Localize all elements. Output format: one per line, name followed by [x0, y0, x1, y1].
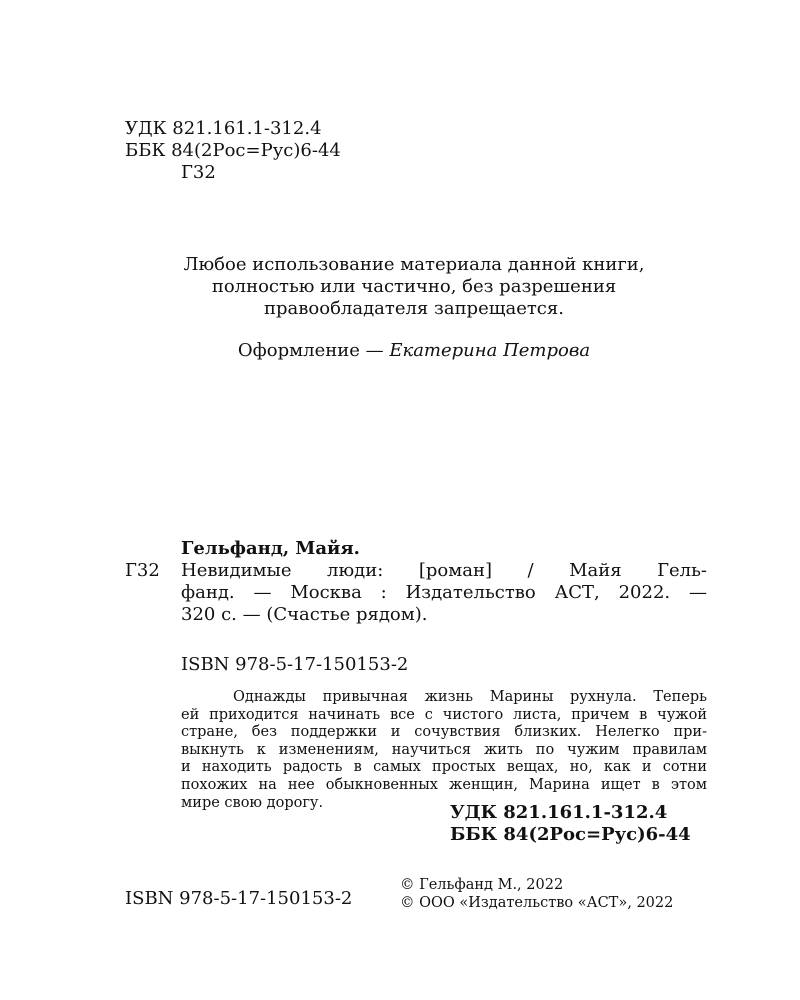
author-mark: Г32	[181, 162, 216, 183]
design-credit	[120, 340, 708, 362]
copyright-notice	[120, 254, 708, 320]
notice-line: Любое использование материала данной книги,	[183, 254, 645, 275]
annotation-line: Однажды привычная жизнь Марины рухнула. Теперь	[233, 689, 707, 705]
udk-code: УДК 821.161.1-312.4	[125, 118, 322, 139]
catalog-line: фанд. — Москва : Издательство АСТ, 2022. —	[181, 582, 707, 603]
annotation-line: стране, без поддержки и сочувствия близких. Нелегко при-	[181, 724, 707, 741]
design-credit-label: Оформление —	[237, 340, 390, 361]
index-codes-bold	[450, 802, 691, 846]
annotation-line: ей приходится начинать все с чистого листа, причем в чужой	[181, 706, 707, 723]
annotation-line: выкнуть к изменениям, научиться жить по чужим правилам	[181, 741, 707, 758]
catalog-line: Невидимые люди: [роман] / Майя Гель-	[181, 560, 707, 581]
copyright-lines	[400, 876, 673, 912]
notice-line: правообладателя запрещается.	[264, 298, 564, 319]
bbk-code-bold: ББК 84(2Рос=Рус)6-44	[450, 824, 691, 845]
catalog-line: 320 с. — (Счастье рядом).	[181, 604, 428, 625]
catalog-description	[181, 560, 707, 626]
udk-code-bold: УДК 821.161.1-312.4	[450, 802, 668, 823]
annotation-line: мире свою дорогу.	[181, 794, 324, 811]
notice-line: полностью или частично, без разрешения	[211, 276, 617, 297]
annotation-line: и находить радость в самых простых вещах, но, как и сотни	[181, 759, 707, 776]
isbn-catalog: ISBN 978-5-17-150153-2	[181, 654, 409, 675]
catalog-author: Гельфанд, Майя.	[181, 538, 360, 559]
catalog-author-mark: Г32	[125, 560, 160, 581]
copyright-author: © Гельфанд М., 2022	[400, 877, 564, 893]
annotation	[181, 688, 707, 811]
annotation-line: похожих на нее обыкновенных женщин, Марина ищет в этом	[181, 776, 707, 793]
isbn-footer: ISBN 978-5-17-150153-2	[125, 888, 353, 909]
copyright-publisher: © ООО «Издательство «АСТ», 2022	[400, 895, 674, 911]
bbk-code: ББК 84(2Рос=Рус)6-44	[125, 140, 341, 161]
designer-name: Екатерина Петрова	[389, 340, 591, 361]
udk-bbk-block	[125, 118, 341, 184]
